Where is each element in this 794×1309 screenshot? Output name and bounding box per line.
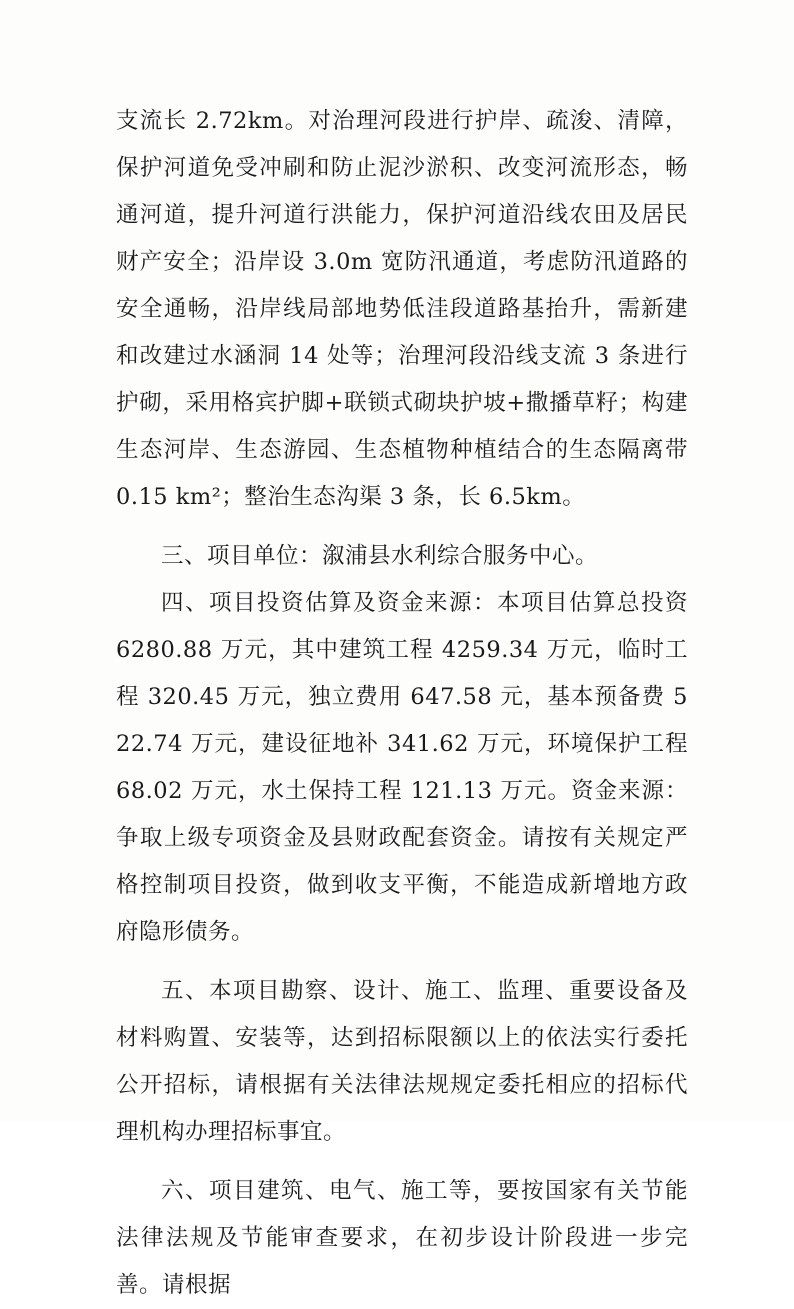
paragraph-investment: 四、项目投资估算及资金来源：本项目估算总投资 6280.88 万元，其中建筑工程 4259.34 万元，临时工程 320.45 万元，独立费用 647.58 元，基本预备费 522.74 万元，建设征地补 341.62 万元，环境保护工程 68.02 万元，水土保持工程 121.13 万元。资金来源：争取上级专项资金及县财政配套资金。请按有关规定严格控制项目投资，做到收支平衡，不能造成新增地方政府隐形债务。 (116, 590, 688, 945)
document-body (116, 98, 688, 1309)
paragraph-project-scope: 支流长 2.72km。对治理河段进行护岸、疏浚、清障，保护河道免受冲刷和防止泥沙淤积、改变河流形态，畅通河道，提升河道行洪能力，保护河道沿线农田及居民财产安全；沿岸设 3.0m 宽防汛通道，考虑防汛道路的安全通畅，沿岸线局部地势低洼段道路基抬升，需新建和改建过水涵洞 14 处等；治理河段沿线支流 3 条进行护砌，采用格宾护脚+联锁式砌块护坡+撒播草籽；构建生态河岸、生态游园、生态植物种植结合的生态隔离带 0.15 km²；整治生态沟渠 3 条，长 6.5km。 (116, 108, 688, 510)
paragraph-bidding: 五、本项目勘察、设计、施工、监理、重要设备及材料购置、安装等，达到招标限额以上的依法实行委托公开招标，请根据有关法律法规规定委托相应的招标代理机构办理招标事宜。 (116, 978, 688, 1145)
paragraph-energy: 六、项目建筑、电气、施工等，要按国家有关节能法律法规及节能审查要求，在初步设计阶段进一步完善。请根据 (116, 1178, 688, 1298)
paragraph-project-unit: 三、项目单位：溆浦县水利综合服务中心。 (161, 543, 599, 569)
